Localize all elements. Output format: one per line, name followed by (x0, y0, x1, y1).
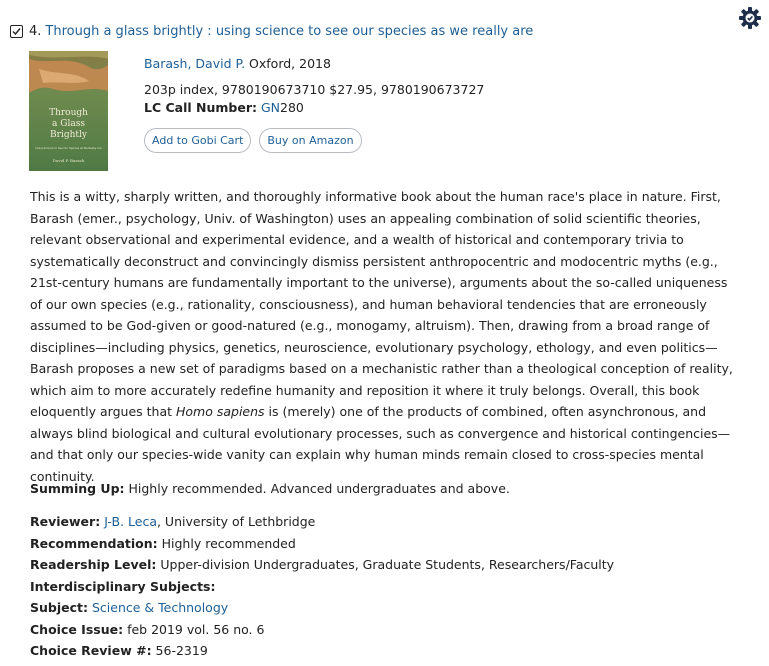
action-buttons (144, 128, 362, 153)
subject-row (30, 597, 614, 619)
cover-title-2: a Glass (52, 119, 85, 129)
lc-class-link[interactable]: GN (260, 100, 281, 115)
item-number: 4. (29, 24, 42, 39)
summing-up-value: Highly recommended. Advanced undergraduates and above. (124, 481, 510, 496)
recommendation-value: Highly recommended (157, 535, 296, 551)
publisher-year: Oxford, 2018 (249, 56, 331, 71)
item-header (10, 24, 533, 39)
review-details (30, 511, 614, 662)
readership-row (30, 554, 614, 576)
choice-issue-row (30, 619, 614, 641)
readership-label: Readership Level: (30, 557, 157, 572)
book-title-link[interactable]: Through a glass brightly : using science to see our species as we really are (45, 24, 534, 39)
lc-number: 280 (280, 100, 304, 115)
summing-up (30, 480, 510, 498)
book-metadata (144, 55, 484, 117)
settings-gear-icon[interactable] (738, 6, 762, 30)
lc-label: LC Call Number: (144, 100, 257, 115)
recommendation-row (30, 533, 614, 555)
author-link[interactable]: Barash, David P. (144, 56, 246, 71)
interdisciplinary-label: Interdisciplinary Subjects: (30, 578, 216, 594)
lc-call-number (144, 99, 484, 117)
review-italic-term: Homo sapiens (176, 404, 265, 419)
review-part-1: This is a witty, sharply written, and thoroughly informative book about the human race's place in nature. First, Barash (emer., psychology, Univ. of Washington) uses an appealing combination of solid scientific theories, relevant observational and experimental evidence, and a wealth of historical and contemporary trivia to systematically deconstruct and convincingly dismiss persistent anthropocentric and modocentric myths (e.g., 21st-century humans are fundamentally important to the universe), arguments about the so-called uniqueness of our own species (e.g., rationality, consciousness), and human behavioral tendencies that are erroneously assumed to be God-given or good-natured (e.g., monogamy, altruism). Then, drawing from a broad range of disciplines—including physics, genetics, neuroscience, evolutionary psychology, ethology, and even politics—Barash proposes a new set of paradigms based on a mechanistic rather than a theological conception of reality, which aim to more accurately redefine humanity and reposition it where it truly belongs. Overall, this book eloquently argues that (30, 189, 733, 419)
cover-author: David P. Barash (52, 158, 85, 163)
choice-review-number-label: Choice Review #: (30, 643, 152, 658)
reviewer-label: Reviewer: (30, 514, 101, 529)
author-line (144, 55, 484, 73)
choice-review-number-row (30, 640, 614, 662)
book-cover-image[interactable] (29, 51, 108, 171)
cover-title-3: Brightly (50, 130, 87, 140)
choice-issue-label: Choice Issue: (30, 621, 124, 637)
summing-up-label: Summing Up: (30, 481, 125, 496)
review-text (30, 186, 742, 487)
select-checkbox[interactable] (10, 25, 23, 38)
review-part-2: is (merely) one of the products of combined, often asynchronous, and always blind biological and cultural evolutionary processes, such as convergence and historical contingencies—and that only our species-wide vanity can explain why human minds remain closed to cross-species mental continuity. (30, 404, 731, 484)
cover-subtitle: Using Science to See Our Species as We Really Are (35, 147, 102, 150)
readership-value: Upper-division Undergraduates, Graduate Students, Researchers/Faculty (156, 557, 615, 572)
cover-title-1: Through (49, 108, 88, 118)
reviewer-link[interactable]: J-B. Leca (104, 514, 157, 529)
choice-review-number-value: 56-2319 (151, 643, 208, 658)
add-to-gobi-cart-button[interactable]: Add to Gobi Cart (144, 128, 251, 153)
reviewer-affiliation: , University of Lethbridge (156, 514, 316, 529)
buy-on-amazon-button[interactable]: Buy on Amazon (259, 128, 361, 153)
subject-link[interactable]: Science & Technology (91, 600, 229, 615)
choice-issue-value: feb 2019 vol. 56 no. 6 (123, 621, 265, 637)
interdisciplinary-row (30, 576, 614, 598)
reviewer-row (30, 511, 614, 533)
subject-label: Subject: (30, 600, 88, 615)
checkbox-check-icon (11, 26, 22, 37)
book-details: 203p index, 9780190673710 $27.95, 9780190673727 (144, 82, 485, 97)
recommendation-label: Recommendation: (30, 535, 158, 551)
